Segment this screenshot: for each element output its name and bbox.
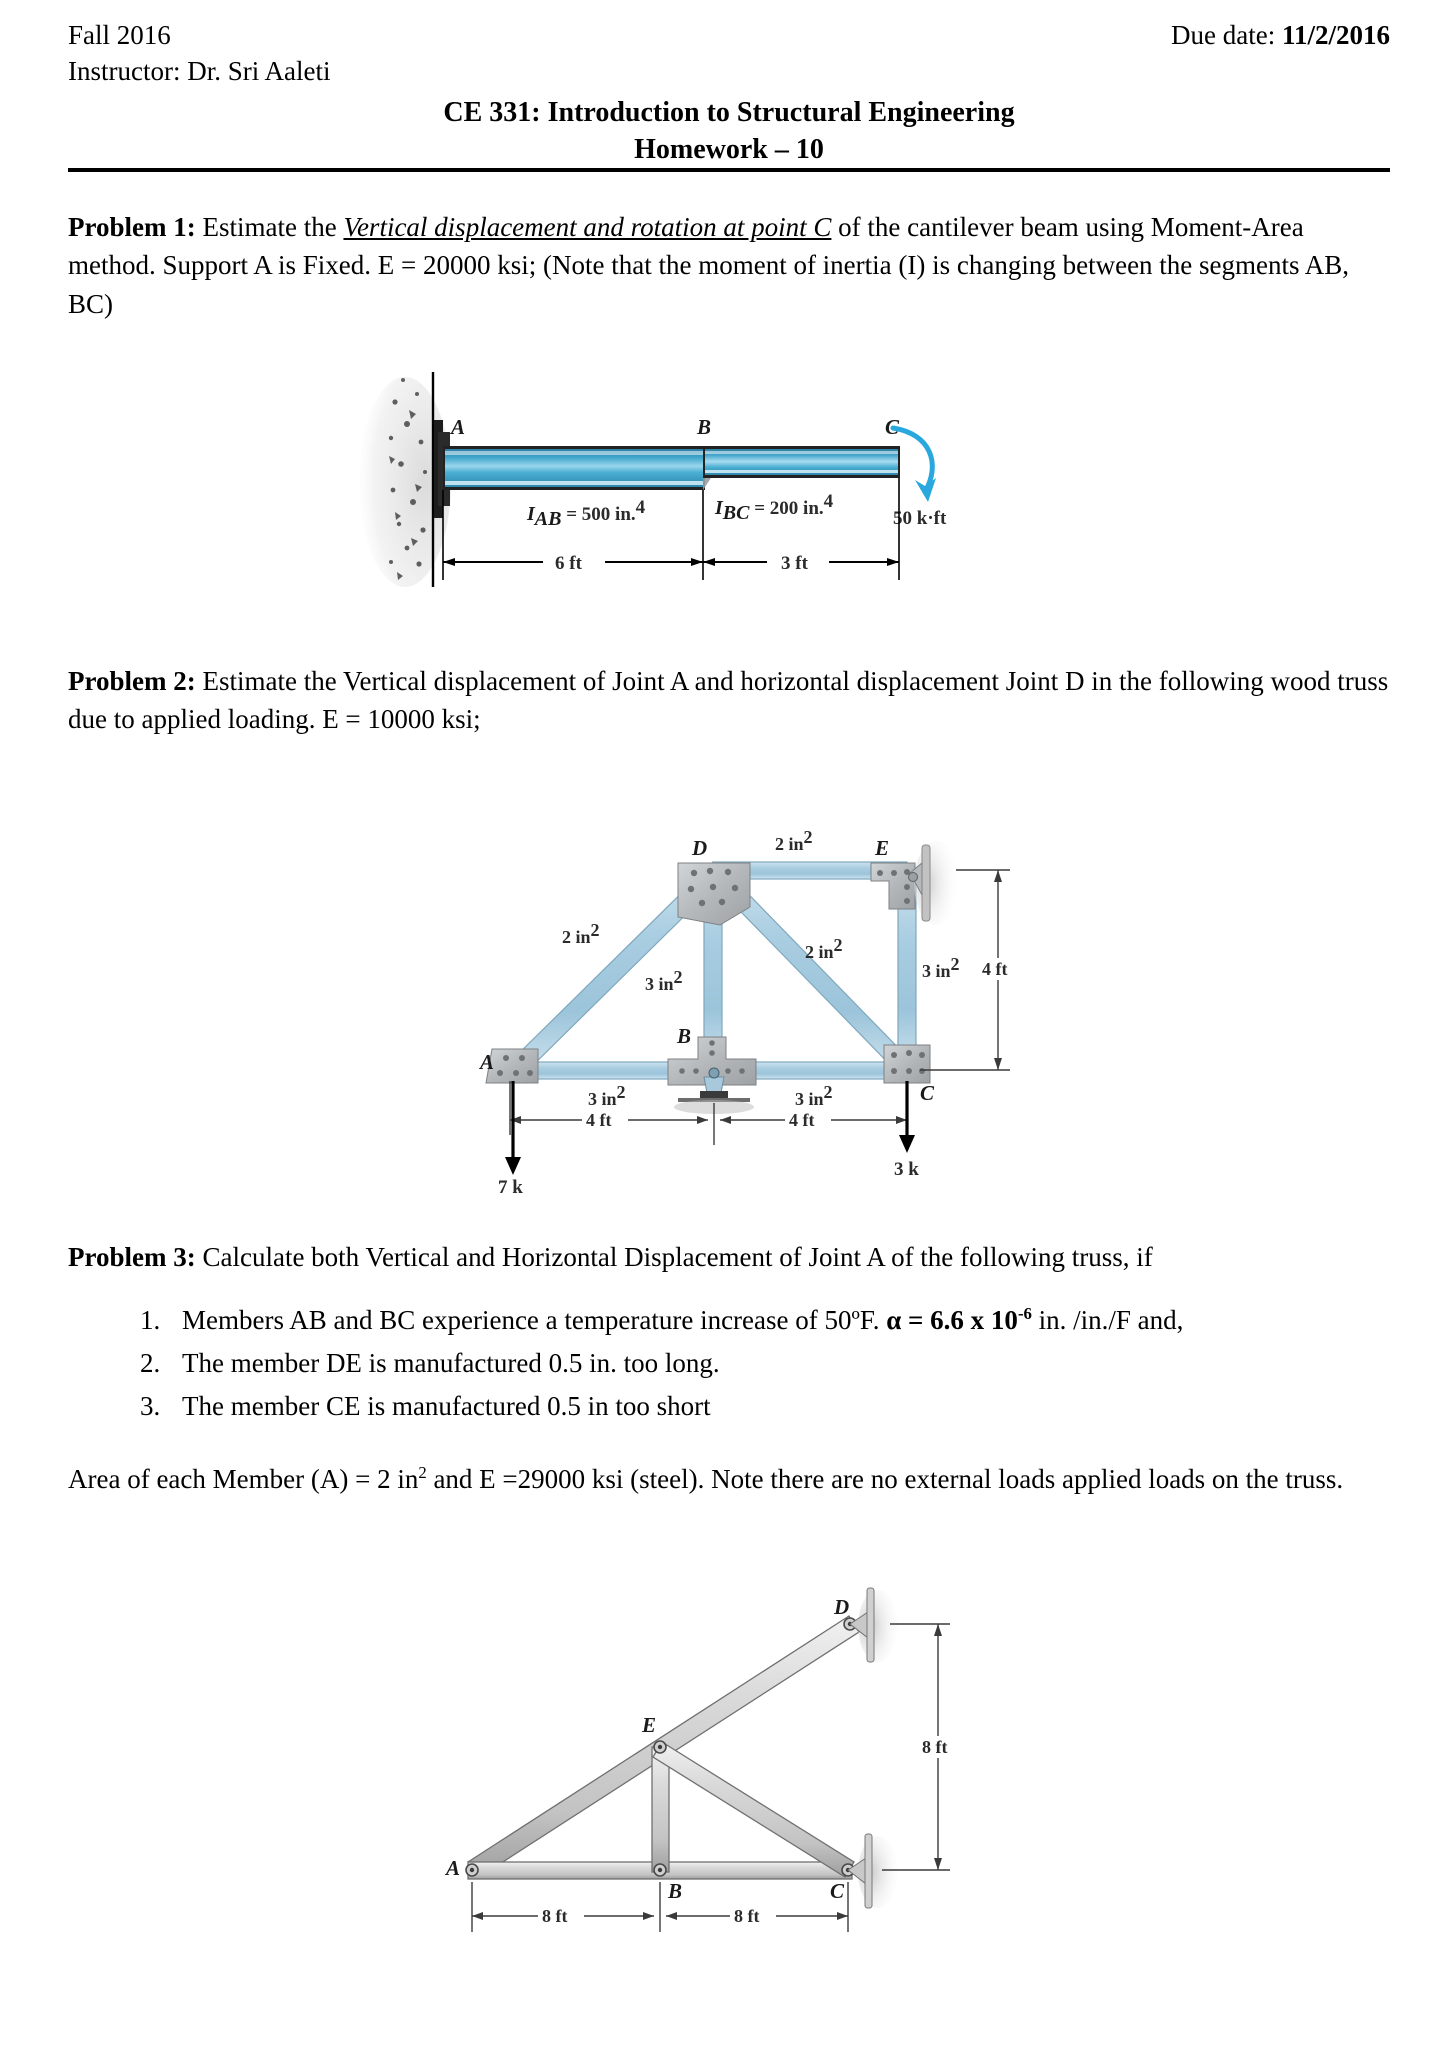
- problem3-note-exp: 2: [418, 1463, 427, 1482]
- problem3-statement: [68, 1238, 1398, 1276]
- truss2-load-a: [505, 1081, 521, 1175]
- problem1-statement: [68, 208, 1393, 323]
- truss2-load-a-label: 7 k: [498, 1177, 523, 1198]
- truss2-load-c-label: 3 k: [894, 1159, 919, 1180]
- list-item-text: The member DE is manufactured 0.5 in. too long.: [182, 1348, 720, 1379]
- document-header: [68, 18, 1390, 168]
- beam-label-a: A: [451, 415, 466, 439]
- problem2-text: Estimate the Vertical displacement of Joint A and horizontal displacement Joint D in the following wood truss due to applied loading. E = 10000 ksi;: [68, 666, 1389, 735]
- list-item-number: 2.: [140, 1348, 161, 1379]
- problem3-conditions-list: [140, 1300, 1400, 1429]
- truss3-support-c: [848, 1834, 898, 1908]
- truss3-dim-bc: 8 ft: [734, 1906, 760, 1926]
- truss2-label-c: C: [920, 1081, 935, 1105]
- truss2-area-ab: 3 in2: [588, 1082, 626, 1109]
- header-divider: [68, 168, 1390, 172]
- problem3-label: Problem 3:: [68, 1242, 196, 1272]
- list-item: [140, 1300, 1400, 1341]
- truss2-dim-ab: 4 ft: [586, 1110, 612, 1130]
- problem1-emphasis: Vertical displacement and rotation at point C: [343, 212, 832, 242]
- due-date-block: [1171, 18, 1390, 54]
- truss2-label-a: A: [480, 1050, 495, 1074]
- truss2-label-e: E: [875, 836, 890, 860]
- problem3-note-a: Area of each Member (A) = 2 in: [68, 1464, 419, 1494]
- truss2-dim-4ft-height: 4 ft: [982, 959, 1008, 979]
- truss2-area-db: 3 in2: [645, 967, 683, 994]
- truss2-load-c: [899, 1081, 915, 1153]
- truss2-area-dc: 2 in2: [805, 935, 843, 962]
- truss2-area-de: 2 in2: [775, 827, 813, 854]
- truss3-dim-8ft-height: 8 ft: [922, 1737, 948, 1757]
- moment-value-label: 50 k·ft: [893, 508, 947, 529]
- truss2-dim-bc: 4 ft: [789, 1110, 815, 1130]
- list-item-text: The member CE is manufactured 0.5 in too short: [182, 1391, 711, 1422]
- problem3-text: Calculate both Vertical and Horizontal Displacement of Joint A of the following truss, if: [195, 1242, 1153, 1272]
- truss2-area-bc: 3 in2: [795, 1082, 833, 1109]
- beam-segment-bc: [703, 446, 900, 478]
- list-item: [140, 1386, 1400, 1427]
- problem2-label: Problem 2:: [68, 666, 196, 696]
- truss3-dim-bottom: [472, 1882, 848, 1932]
- beam-label-c: C: [885, 415, 900, 439]
- beam-dim-ab: 6 ft: [555, 553, 582, 574]
- term-text: Fall 2016: [68, 20, 171, 50]
- assignment-title: Homework – 10: [634, 133, 824, 165]
- list-item: [140, 1343, 1400, 1384]
- due-date-value: 11/2/2016: [1281, 20, 1390, 50]
- problem1-label: Problem 1:: [68, 212, 196, 242]
- problem1-text-a: Estimate the: [195, 212, 344, 242]
- truss3-dim-ab: 8 ft: [542, 1906, 568, 1926]
- instructor-text: Instructor: Dr. Sri Aaleti: [68, 55, 331, 86]
- problem1-text-b: of the cantilever beam using Moment-Area method. Support A is Fixed. E = 20000 ksi; (Note that the moment of inertia (I) is changing between the segments AB, BC): [68, 212, 1350, 319]
- truss3-label-b: B: [668, 1879, 683, 1903]
- beam-segment-ab: [443, 446, 705, 490]
- course-title: CE 331: Introduction to Structural Engineering: [443, 97, 1015, 129]
- inertia-bc-annotation: IBC = 200 in.4: [715, 491, 834, 524]
- truss3-label-a: A: [446, 1856, 461, 1880]
- problem3-note: [68, 1460, 1403, 1498]
- problem1-beam-figure: [385, 372, 1045, 592]
- beam-label-b: B: [697, 415, 712, 439]
- truss2-label-d: D: [692, 836, 708, 860]
- truss3-label-d: D: [834, 1595, 850, 1619]
- truss2-label-b: B: [677, 1024, 692, 1048]
- due-date-label: Due date:: [1171, 20, 1276, 50]
- list-item-number: 3.: [140, 1391, 161, 1422]
- list-item-text: Members AB and BC experience a temperature increase of 50ºF. α = 6.6 x $10^{-6}$ in. /in./F and,: [182, 1304, 1184, 1335]
- beam-dim-bc: 3 ft: [781, 553, 808, 574]
- problem2-truss-figure: [470, 815, 1030, 1198]
- truss3-label-c: C: [830, 1879, 845, 1903]
- problem3-note-b: and E =29000 ksi (steel). Note there are no external loads applied loads on the truss.: [426, 1464, 1344, 1494]
- truss3-support-d: [850, 1588, 898, 1662]
- problem2-statement: [68, 662, 1393, 739]
- problem3-truss-figure: [430, 1592, 1050, 1932]
- inertia-ab-annotation: IAB = 500 in.4: [527, 497, 646, 530]
- truss2-area-ce: 3 in2: [922, 954, 960, 981]
- header-left-block: [68, 18, 330, 89]
- truss3-label-e: E: [642, 1713, 657, 1737]
- truss2-area-ad: 2 in2: [562, 920, 600, 947]
- list-item-number: 1.: [140, 1305, 161, 1335]
